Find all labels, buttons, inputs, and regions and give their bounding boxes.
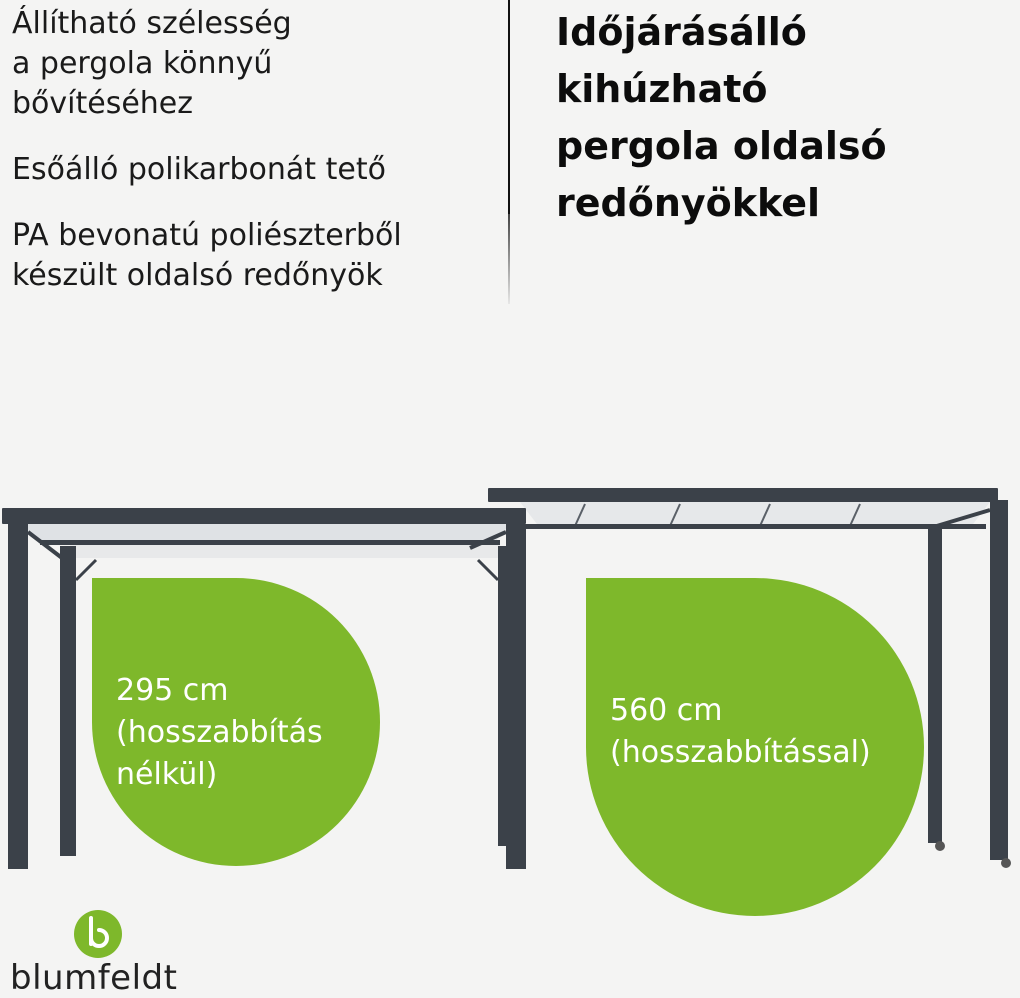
feature-side-blinds: PA bevonatú poliészterből készült oldalsó redőnyök [12, 218, 402, 293]
vertical-divider-fade [508, 214, 510, 304]
size-badge-with-extension [586, 578, 924, 916]
size-label-without-extension: 295 cm (hosszabbítás nélkül) [116, 673, 323, 792]
vertical-divider [508, 0, 510, 214]
size-label-with-extension: 560 cm (hosszabbítással) [610, 693, 871, 770]
feature-list [12, 4, 492, 322]
brand-name: blumfeldt [10, 958, 178, 998]
size-badge-without-extension [92, 578, 380, 866]
feature-rainproof-roof: Esőálló polikarbonát tető [12, 152, 386, 187]
feature-adjustable-width: Állítható szélesség a pergola könnyű bővítéséhez [12, 6, 292, 121]
blumfeldt-b-logo-icon [72, 908, 124, 960]
headline: Időjárásálló kihúzható pergola oldalsó redőnyökkel [556, 10, 887, 225]
